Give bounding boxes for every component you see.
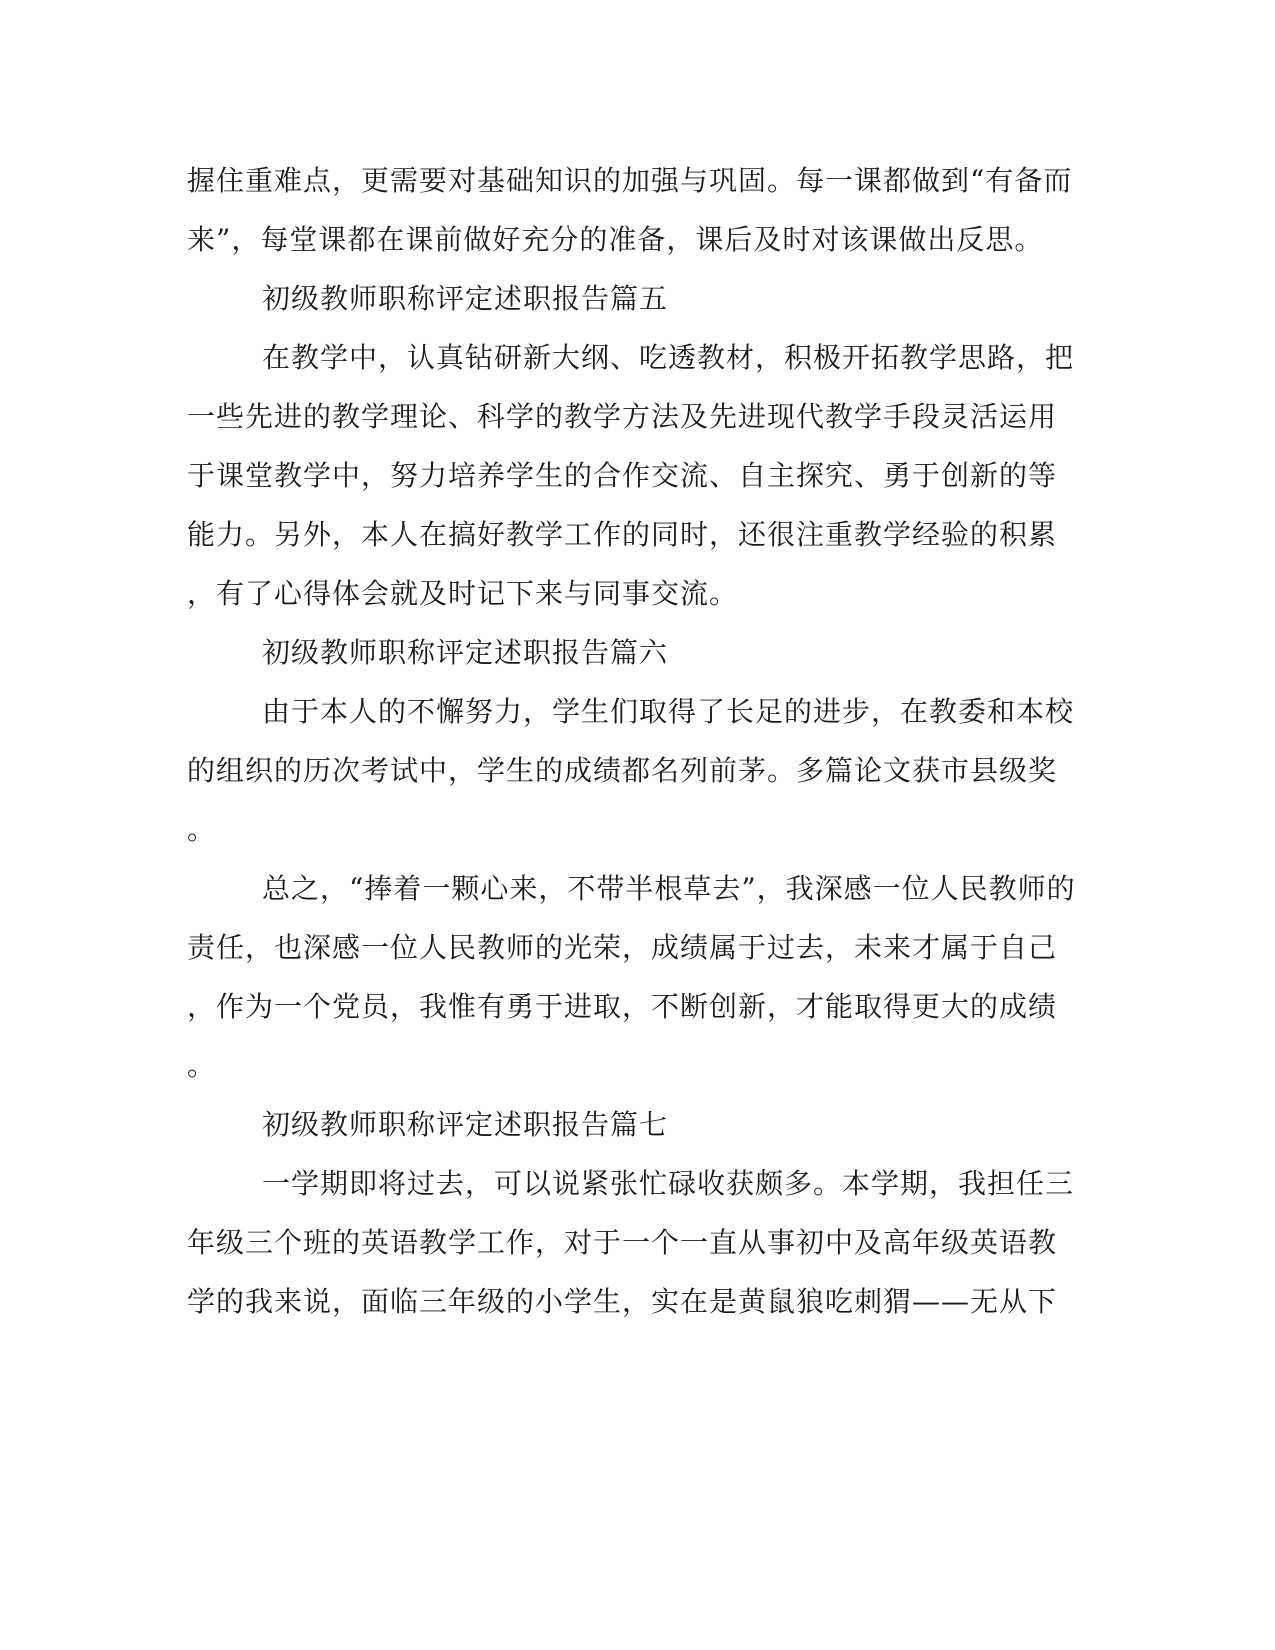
section-heading: 初级教师职称评定述职报告篇七	[262, 1108, 669, 1141]
section-heading: 初级教师职称评定述职报告篇五	[262, 282, 669, 315]
paragraph-first-line: 在教学中，认真钻研新大纲、吃透教材，积极开拓教学思路，把	[262, 341, 1075, 374]
paragraph-first-line: 总之，“捧着一颗心来，不带半根草去”，我深感一位人民教师的	[262, 872, 1076, 905]
body-text-line: 的组织的历次考试中，学生的成绩都名列前茅。多篇论文获市县级奖	[187, 754, 1058, 787]
body-text-line: 于课堂教学中，努力培养学生的合作交流、自主探究、勇于创新的等	[187, 459, 1058, 492]
body-text-line: ，有了心得体会就及时记下来与同事交流。	[187, 577, 739, 610]
body-text-line: 责任，也深感一位人民教师的光荣，成绩属于过去，未来才属于自己	[187, 931, 1058, 964]
body-text-line: 学的我来说，面临三年级的小学生，实在是黄鼠狼吃刺猬——无从下	[187, 1285, 1058, 1318]
body-text-line: 能力。另外，本人在搞好教学工作的同时，还很注重教学经验的积累	[187, 518, 1058, 551]
body-text-line: 握住重难点，更需要对基础知识的加强与巩固。每一课都做到“有备而	[187, 164, 1073, 197]
paragraph-first-line: 由于本人的不懈努力，学生们取得了长足的进步，在教委和本校	[262, 695, 1075, 728]
paragraph-first-line: 一学期即将过去，可以说紧张忙碌收获颇多。本学期，我担任三	[262, 1167, 1075, 1200]
section-heading: 初级教师职称评定述职报告篇六	[262, 636, 669, 669]
body-text-line: 来”，每堂课都在课前做好充分的准备，课后及时对该课做出反思。	[187, 223, 1044, 256]
body-text-line: 。	[187, 813, 217, 846]
body-text-line: ，作为一个党员，我惟有勇于进取，不断创新，才能取得更大的成绩	[187, 990, 1058, 1023]
body-text-line: 。	[187, 1049, 217, 1082]
body-text-line: 一些先进的教学理论、科学的教学方法及先进现代教学手段灵活运用	[187, 400, 1058, 433]
body-text-line: 年级三个班的英语教学工作，对于一个一直从事初中及高年级英语教	[187, 1226, 1058, 1259]
